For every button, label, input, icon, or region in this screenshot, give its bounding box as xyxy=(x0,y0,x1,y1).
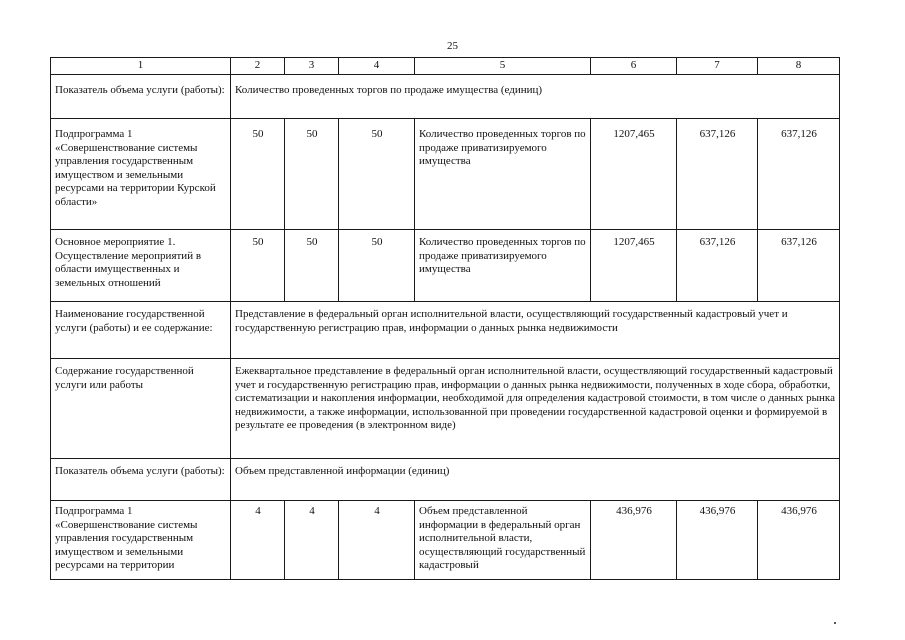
cell-value: 50 xyxy=(231,119,285,230)
row-label: Показатель объема услуги (работы): xyxy=(51,459,231,501)
cell-value: 50 xyxy=(285,230,339,302)
cell-value: 436,976 xyxy=(758,501,840,580)
cell-value: 1207,465 xyxy=(591,119,677,230)
cell-value: 637,126 xyxy=(758,230,840,302)
cell-value: 50 xyxy=(339,230,415,302)
volume-indicator-row xyxy=(51,75,840,119)
indicator-name: Количество проведенных торгов по продаже приватизируемого имущества xyxy=(415,230,591,302)
page-number: 25 xyxy=(447,40,458,52)
cell-value: 637,126 xyxy=(677,230,758,302)
service-name-row xyxy=(51,302,840,359)
column-number: 2 xyxy=(231,58,285,75)
column-number: 6 xyxy=(591,58,677,75)
services-table xyxy=(50,57,840,580)
row-label: Наименование государственной услуги (работы) и ее содержание: xyxy=(51,302,231,359)
cell-value: 50 xyxy=(285,119,339,230)
service-name-value: Представление в федеральный орган исполнительной власти, осуществляющий государственный кадастровый учет и государственную регистрацию прав, информации о данных рынка недвижимости xyxy=(231,302,840,359)
cell-value: 4 xyxy=(285,501,339,580)
service-content-value: Ежеквартальное представление в федеральный орган исполнительной власти, осуществляющий государственный кадастровый учет и государственную регистрацию прав, информации о данных рынка недвижимости, полученных в ходе сбора, обработки, систематизации и накопления информации, необходимой для определения кадастровой стоимости, в том числе о данных рынка недвижимости, а также информации, использованной при проведении государственной кадастровой оценки и формируемой в результате ее проведения (в электронном виде) xyxy=(231,359,840,459)
cell-value: 436,976 xyxy=(591,501,677,580)
indicator-name: Объем представленной информации в федеральный орган исполнительной власти, осуществляющий государственный кадастровый xyxy=(415,501,591,580)
cell-value: 436,976 xyxy=(677,501,758,580)
row-label: Подпрограмма 1 «Совершенствование системы управления государственным имуществом и земельными ресурсами на территории xyxy=(51,501,231,580)
main-activity-row xyxy=(51,230,840,302)
cell-value: 50 xyxy=(231,230,285,302)
volume-indicator-row xyxy=(51,459,840,501)
volume-indicator-value: Количество проведенных торгов по продаже имущества (единиц) xyxy=(231,75,840,119)
row-label: Подпрограмма 1 «Совершенствование системы управления государственным имуществом и земельными ресурсами на территории Курской области» xyxy=(51,119,231,230)
column-number: 7 xyxy=(677,58,758,75)
row-label: Показатель объема услуги (работы): xyxy=(51,75,231,119)
indicator-name: Количество проведенных торгов по продаже приватизируемого имущества xyxy=(415,119,591,230)
scan-speck xyxy=(834,622,836,624)
column-number: 5 xyxy=(415,58,591,75)
subprogram-row xyxy=(51,119,840,230)
column-number: 4 xyxy=(339,58,415,75)
volume-indicator-value: Объем представленной информации (единиц) xyxy=(231,459,840,501)
cell-value: 637,126 xyxy=(758,119,840,230)
row-label: Основное мероприятие 1. Осуществление мероприятий в области имущественных и земельных отношений xyxy=(51,230,231,302)
service-content-row xyxy=(51,359,840,459)
column-number: 3 xyxy=(285,58,339,75)
column-number: 8 xyxy=(758,58,840,75)
cell-value: 4 xyxy=(339,501,415,580)
cell-value: 637,126 xyxy=(677,119,758,230)
cell-value: 50 xyxy=(339,119,415,230)
row-label: Содержание государственной услуги или работы xyxy=(51,359,231,459)
column-numbers-row xyxy=(51,58,840,75)
cell-value: 4 xyxy=(231,501,285,580)
subprogram-row xyxy=(51,501,840,580)
column-number: 1 xyxy=(51,58,231,75)
cell-value: 1207,465 xyxy=(591,230,677,302)
